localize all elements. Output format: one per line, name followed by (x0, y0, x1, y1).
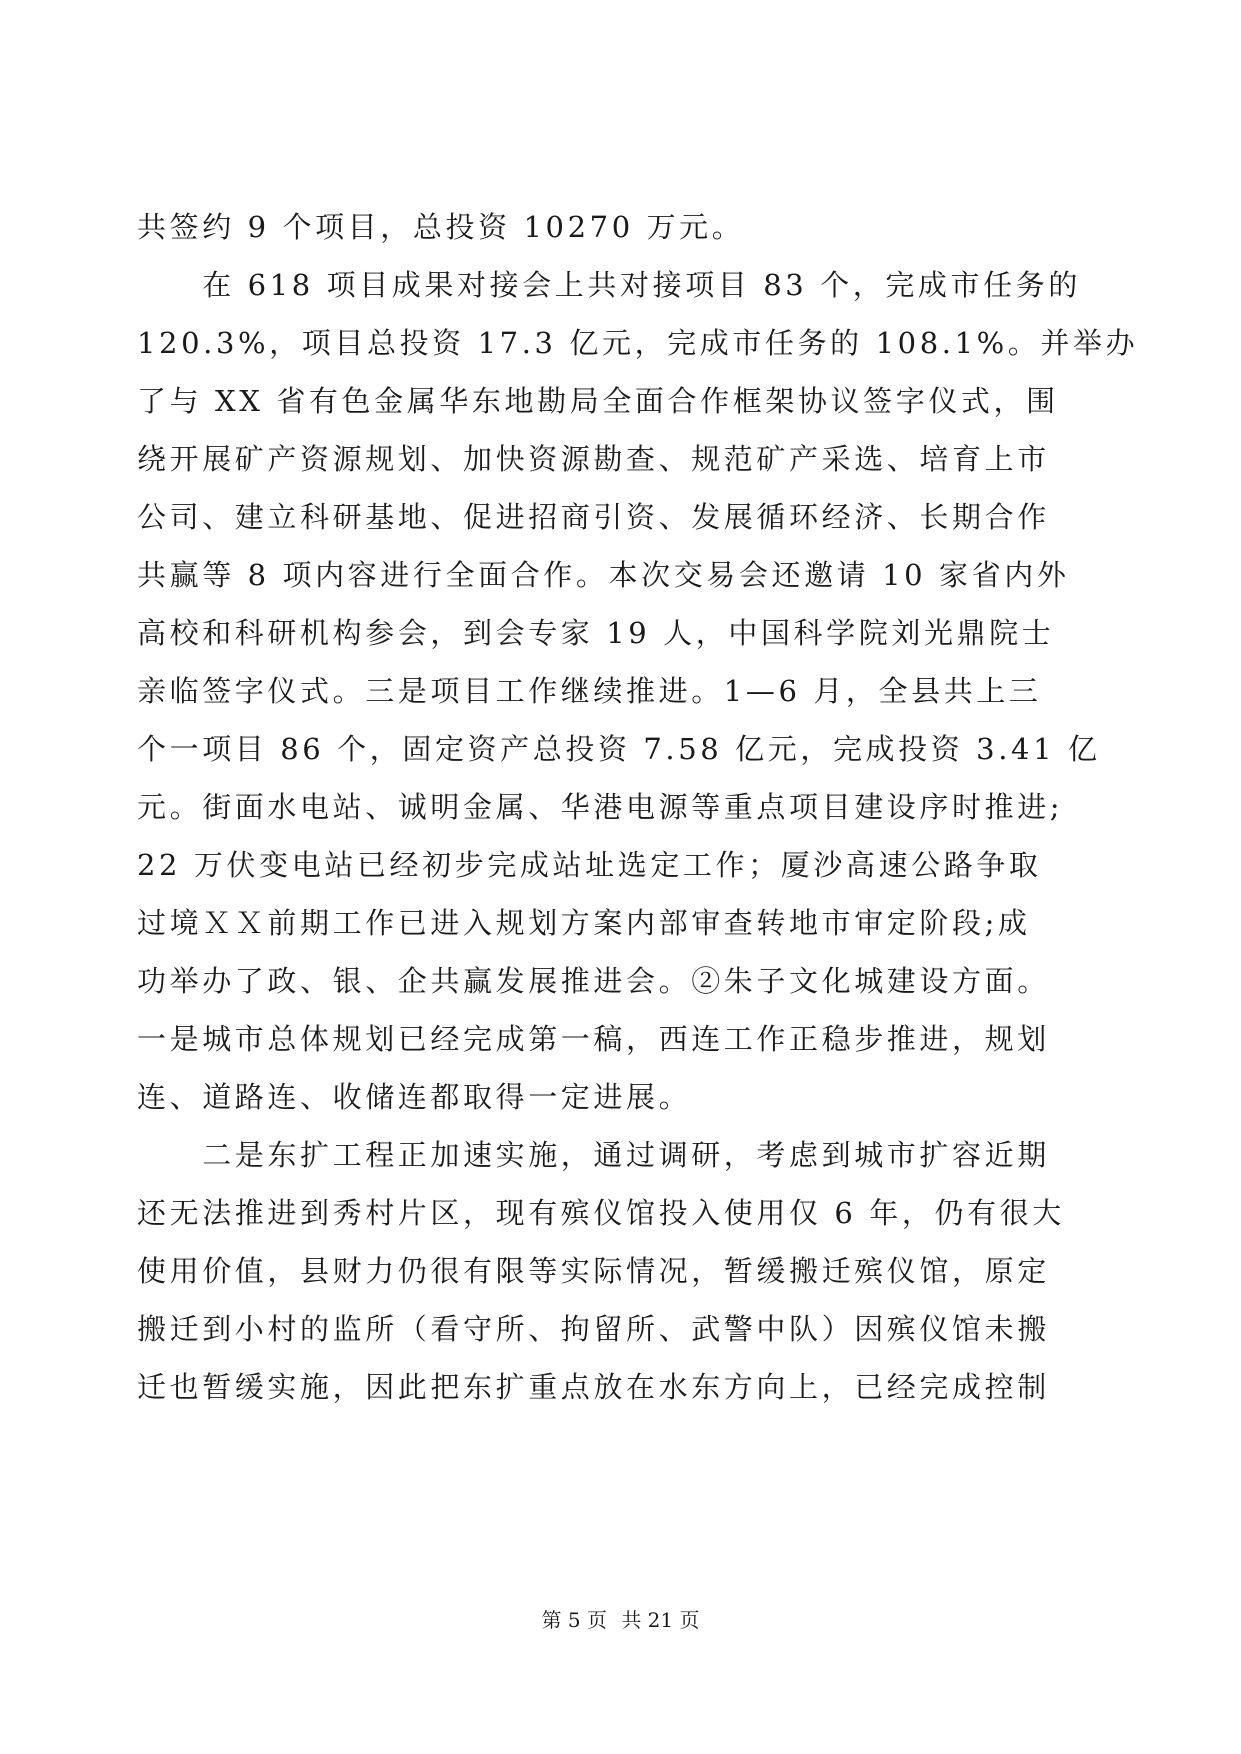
text-line: 使用价值，县财力仍很有限等实际情况，暂缓搬迁殡仪馆，原定 (137, 1254, 1050, 1288)
page-number: 第 5 页 (541, 1608, 607, 1632)
text-line: 了与 XX 省有色金属华东地勘局全面合作框架协议签字仪式，围 (137, 384, 1059, 418)
page-footer (0, 1607, 1241, 1633)
text-line: 22 万伏变电站已经初步完成站址选定工作；厦沙高速公路争取 (137, 848, 1042, 882)
text-line: 个一项目 86 个，固定资产总投资 7.58 亿元，完成投资 3.41 亿 (137, 732, 1101, 766)
text-line: 高校和科研机构参会，到会专家 19 人，中国科学院刘光鼎院士 (137, 616, 1055, 650)
text-line: 亲临签字仪式。三是项目工作继续推进。1—6 月，全县共上三 (137, 674, 1042, 708)
text-line: 共赢等 8 项内容进行全面合作。本次交易会还邀请 10 家省内外 (137, 558, 1070, 592)
text-line: 功举办了政、银、企共赢发展推进会。②朱子文化城建设方面。 (137, 964, 1050, 998)
text-line: 迁也暂缓实施，因此把东扩重点放在水东方向上，已经完成控制 (137, 1370, 1050, 1404)
text-line: 公司、建立科研基地、促进招商引资、发展循环经济、长期合作 (137, 500, 1050, 534)
text-line: 还无法推进到秀村片区，现有殡仪馆投入使用仅 6 年，仍有很大 (137, 1196, 1065, 1230)
text-line: 二是东扩工程正加速实施，通过调研，考虑到城市扩容近期 (137, 1138, 1050, 1172)
text-line: 一是城市总体规划已经完成第一稿，西连工作正稳步推进，规划 (137, 1022, 1050, 1056)
page-total: 共 21 页 (621, 1608, 700, 1632)
text-line: 搬迁到小村的监所（看守所、拘留所、武警中队）因殡仪馆未搬 (137, 1312, 1050, 1346)
text-line: 过境ＸＸ前期工作已进入规划方案内部审查转地市审定阶段;成 (137, 906, 1031, 940)
text-line: 连、道路连、收储连都取得一定进展。 (137, 1080, 692, 1114)
text-line: 120.3%，项目总投资 17.3 亿元，完成市任务的 108.1%。并举办 (137, 326, 1139, 360)
text-line: 共签约 9 个项目，总投资 10270 万元。 (137, 210, 745, 244)
text-line: 在 618 项目成果对接会上共对接项目 83 个，完成市任务的 (137, 268, 1081, 302)
text-line: 绕开展矿产资源规划、加快资源勘查、规范矿产采选、培育上市 (137, 442, 1050, 476)
text-line: 元。街面水电站、诚明金属、华港电源等重点项目建设序时推进; (137, 790, 1064, 824)
